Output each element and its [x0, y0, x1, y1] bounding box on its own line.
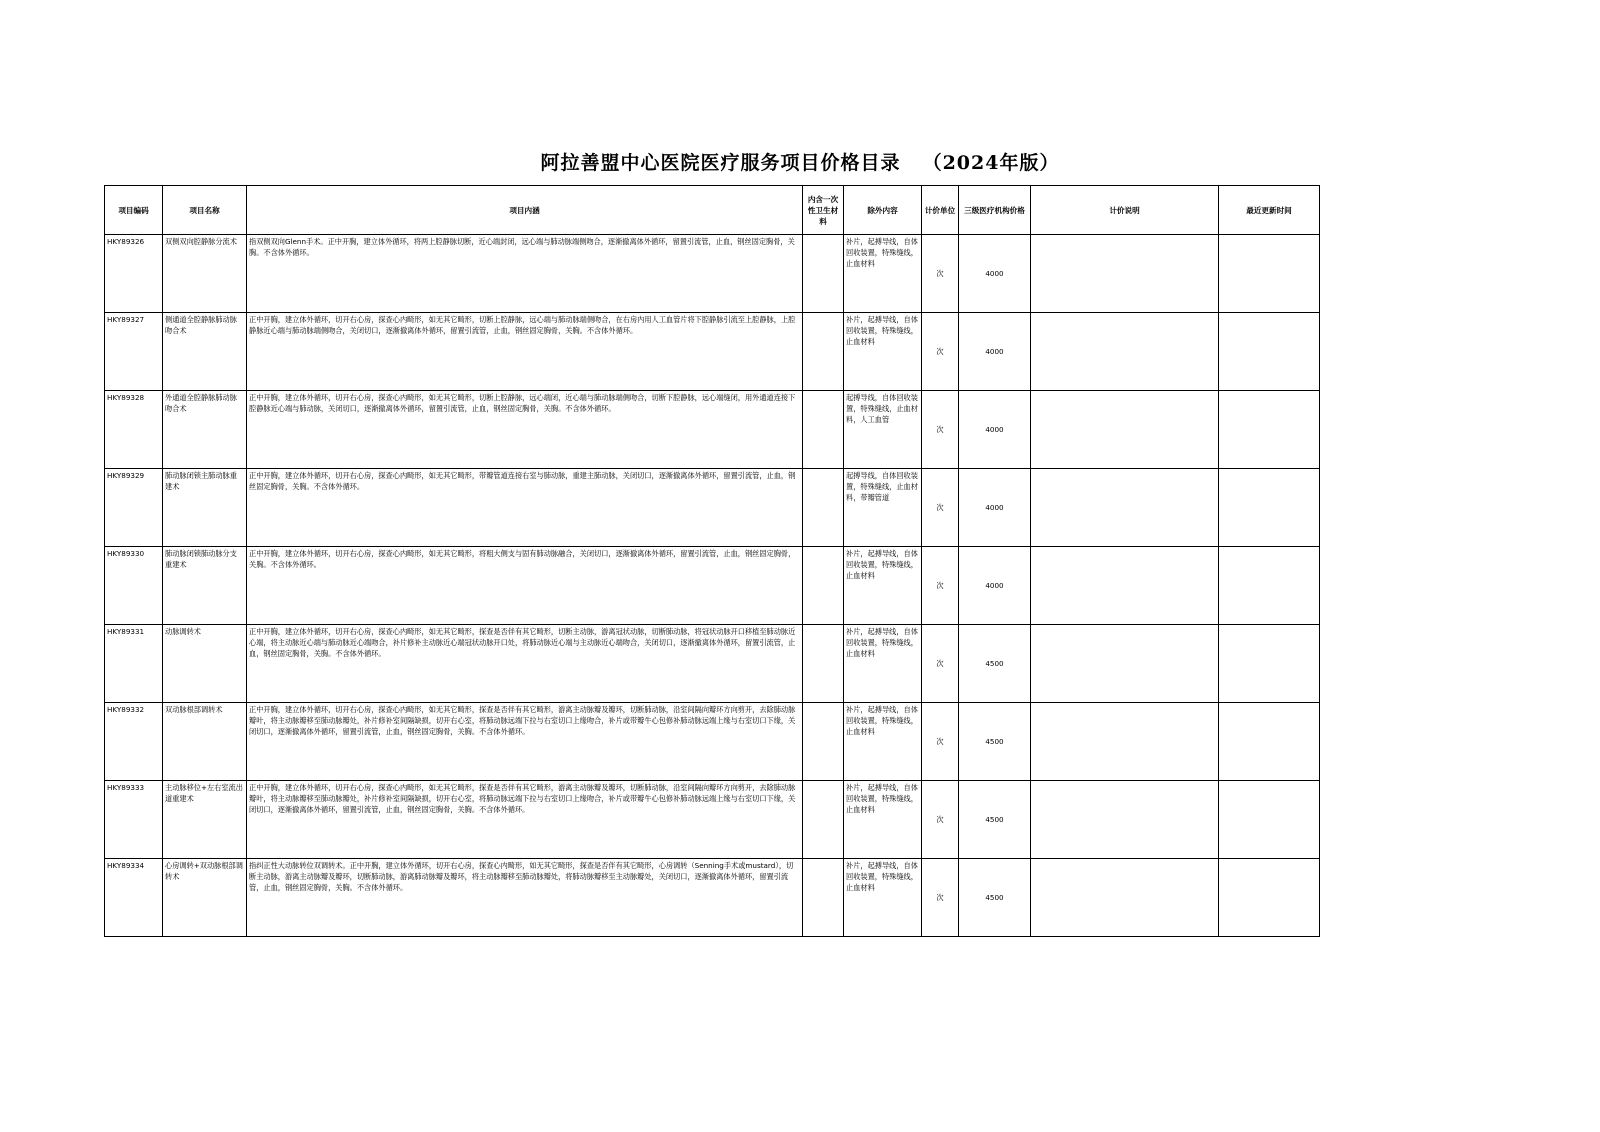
cell-unit: 次	[922, 547, 959, 625]
cell-notes	[1031, 313, 1219, 391]
cell-name: 肺动脉闭锁主肺动脉重建术	[163, 469, 247, 547]
cell-price: 4000	[959, 391, 1031, 469]
cell-exclusions: 起搏导线，自体回收装置，特殊缝线，止血材料，带瓣管道	[844, 469, 922, 547]
title-text: 阿拉善盟中心医院医疗服务项目价格目录	[540, 152, 901, 174]
cell-price: 4000	[959, 235, 1031, 313]
cell-name: 侧通道全腔静脉肺动脉吻合术	[163, 313, 247, 391]
cell-code: HKY89328	[105, 391, 163, 469]
cell-consumables	[803, 781, 844, 859]
cell-consumables	[803, 469, 844, 547]
cell-updated	[1219, 703, 1320, 781]
table-row	[105, 313, 1320, 391]
cell-content: 正中开胸，建立体外循环，切开右心房，探查心内畸形，如无其它畸形，探查是否伴有其它畸形，游离主动脉瓣及瓣环，切断肺动脉，沿室间隔向瓣环方向剪开，去除肺动脉瓣叶，将主动脉瓣移至肺动脉瓣处，补片修补室间隔缺损，切开右心室，将肺动脉远端下拉与右室切口上缘吻合，补片或带瓣牛心包修补肺动脉远端上缘与右室切口下缘，关闭切口，逐渐撤离体外循环，留置引流管，止血，钢丝固定胸骨，关胸。不含体外循环。	[247, 703, 803, 781]
cell-price: 4000	[959, 547, 1031, 625]
cell-content: 正中开胸，建立体外循环，切开右心房，探查心内畸形，如无其它畸形，探查是否伴有其它畸形，切断主动脉，游离冠状动脉，切断肺动脉，将冠状动脉开口移植至肺动脉近心端，将主动脉近心端与肺动脉近心端吻合，补片修补主动脉近心端冠状动脉开口处，将肺动脉近心端与主动脉近心端吻合，关闭切口，逐渐撤离体外循环，留置引流管，止血，钢丝固定胸骨，关胸。不含体外循环。	[247, 625, 803, 703]
cell-price: 4500	[959, 859, 1031, 937]
cell-updated	[1219, 547, 1320, 625]
cell-price: 4500	[959, 781, 1031, 859]
cell-updated	[1219, 391, 1320, 469]
table-row	[105, 235, 1320, 313]
cell-exclusions: 补片，起搏导线，自体回收装置，特殊缝线，止血材料	[844, 625, 922, 703]
cell-notes	[1031, 391, 1219, 469]
cell-unit: 次	[922, 313, 959, 391]
table-row	[105, 625, 1320, 703]
cell-code: HKY89326	[105, 235, 163, 313]
table-row	[105, 469, 1320, 547]
cell-notes	[1031, 625, 1219, 703]
table-row	[105, 781, 1320, 859]
cell-exclusions: 补片，起搏导线，自体回收装置，特殊缝线，止血材料	[844, 235, 922, 313]
page-title	[0, 148, 1600, 175]
cell-content: 正中开胸，建立体外循环，切开右心房，探查心内畸形，如无其它畸形，切断上腔静脉，远心端闭，近心端与肺动脉端侧吻合，切断下腔静脉，远心端缝闭，用外通道连接下腔静脉近心端与肺动脉，关闭切口，逐渐撤离体外循环，留置引流管，止血，钢丝固定胸骨，关胸。不含体外循环。	[247, 391, 803, 469]
header-exclusions: 除外内容	[844, 186, 922, 235]
cell-exclusions: 补片，起搏导线，自体回收装置，特殊缝线，止血材料	[844, 859, 922, 937]
cell-unit: 次	[922, 235, 959, 313]
header-code: 项目编码	[105, 186, 163, 235]
cell-consumables	[803, 391, 844, 469]
cell-content: 正中开胸，建立体外循环，切开右心房，探查心内畸形，如无其它畸形，切断上腔静脉，远心端与肺动脉端侧吻合，在右房内用人工血管片将下腔静脉引流至上腔静脉，上腔静脉近心端与肺动脉端侧吻合，关闭切口，逐渐撤离体外循环，留置引流管，止血，钢丝固定胸骨，关胸。不含体外循环。	[247, 313, 803, 391]
cell-price: 4500	[959, 703, 1031, 781]
cell-name: 双动脉根部调转术	[163, 703, 247, 781]
cell-name: 心房调转+双动脉根部调转术	[163, 859, 247, 937]
cell-name: 双侧双向腔静脉分流术	[163, 235, 247, 313]
cell-code: HKY89330	[105, 547, 163, 625]
cell-code: HKY89327	[105, 313, 163, 391]
cell-updated	[1219, 625, 1320, 703]
table-row	[105, 703, 1320, 781]
cell-unit: 次	[922, 391, 959, 469]
cell-name: 主动脉移位+左右室流出道重建术	[163, 781, 247, 859]
cell-name: 动脉调转术	[163, 625, 247, 703]
cell-consumables	[803, 235, 844, 313]
title-version: （2024年版）	[922, 152, 1060, 174]
cell-price: 4000	[959, 469, 1031, 547]
cell-code: HKY89333	[105, 781, 163, 859]
cell-code: HKY89331	[105, 625, 163, 703]
header-price: 三级医疗机构价格	[959, 186, 1031, 235]
cell-exclusions: 补片，起搏导线，自体回收装置，特殊缝线，止血材料	[844, 781, 922, 859]
table-row	[105, 859, 1320, 937]
cell-code: HKY89332	[105, 703, 163, 781]
cell-price: 4000	[959, 313, 1031, 391]
cell-code: HKY89334	[105, 859, 163, 937]
cell-name: 外通道全腔静脉肺动脉吻合术	[163, 391, 247, 469]
header-updated: 最近更新时间	[1219, 186, 1320, 235]
header-content: 项目内涵	[247, 186, 803, 235]
cell-consumables	[803, 547, 844, 625]
cell-notes	[1031, 781, 1219, 859]
cell-updated	[1219, 235, 1320, 313]
cell-unit: 次	[922, 703, 959, 781]
cell-updated	[1219, 781, 1320, 859]
cell-updated	[1219, 469, 1320, 547]
cell-notes	[1031, 235, 1219, 313]
cell-notes	[1031, 859, 1219, 937]
cell-exclusions: 起搏导线，自体回收装置，特殊缝线，止血材料，人工血管	[844, 391, 922, 469]
cell-content: 正中开胸，建立体外循环，切开右心房，探查心内畸形，如无其它畸形，探查是否伴有其它畸形，游离主动脉瓣及瓣环，切断肺动脉，沿室间隔向瓣环方向剪开，去除肺动脉瓣叶，将主动脉瓣移至肺动脉瓣处，补片修补室间隔缺损，切开右心室，将肺动脉远端下拉与右室切口上缘吻合，补片或带瓣牛心包修补肺动脉远端上缘与右室切口下缘，关闭切口，逐渐撤离体外循环，留置引流管，止血，钢丝固定胸骨，关胸。不含体外循环。	[247, 781, 803, 859]
cell-exclusions: 补片，起搏导线，自体回收装置，特殊缝线，止血材料	[844, 703, 922, 781]
cell-exclusions: 补片，起搏导线，自体回收装置，特殊缝线，止血材料	[844, 547, 922, 625]
header-row	[105, 186, 1320, 235]
cell-name: 肺动脉闭锁肺动脉分支重建术	[163, 547, 247, 625]
cell-unit: 次	[922, 781, 959, 859]
cell-unit: 次	[922, 859, 959, 937]
cell-consumables	[803, 625, 844, 703]
cell-content: 指纠正性大动脉转位双调转术。正中开胸，建立体外循环，切开右心房，探查心内畸形，如无其它畸形，探查是否伴有其它畸形，心房调转（Senning手术或mustard），切断主动脉，游离主动脉瓣及瓣环，切断肺动脉，游离肺动脉瓣及瓣环，将主动脉瓣移至肺动脉瓣处，将肺动脉瓣移至主动脉瓣处，关闭切口，逐渐撤离体外循环，留置引流管，止血，钢丝固定胸骨，关胸。不含体外循环。	[247, 859, 803, 937]
cell-code: HKY89329	[105, 469, 163, 547]
cell-unit: 次	[922, 625, 959, 703]
header-unit: 计价单位	[922, 186, 959, 235]
cell-consumables	[803, 313, 844, 391]
cell-unit: 次	[922, 469, 959, 547]
cell-content: 正中开胸，建立体外循环，切开右心房，探查心内畸形，如无其它畸形，带瓣管道连接右室与肺动脉，重建主肺动脉，关闭切口，逐渐撤离体外循环，留置引流管，止血，钢丝固定胸骨，关胸。不含体外循环。	[247, 469, 803, 547]
cell-notes	[1031, 547, 1219, 625]
header-name: 项目名称	[163, 186, 247, 235]
cell-consumables	[803, 859, 844, 937]
cell-notes	[1031, 703, 1219, 781]
header-notes: 计价说明	[1031, 186, 1219, 235]
cell-content: 指双侧双向Glenn手术。正中开胸，建立体外循环，将两上腔静脉切断，近心端封闭，远心端与肺动脉端侧吻合，逐渐撤离体外循环，留置引流管，止血，钢丝固定胸骨，关胸。不含体外循环。	[247, 235, 803, 313]
table-row	[105, 391, 1320, 469]
cell-exclusions: 补片，起搏导线，自体回收装置，特殊缝线，止血材料	[844, 313, 922, 391]
cell-consumables	[803, 703, 844, 781]
cell-notes	[1031, 469, 1219, 547]
table-row	[105, 547, 1320, 625]
cell-content: 正中开胸，建立体外循环，切开右心房，探查心内畸形，如无其它畸形，将粗大侧支与固有肺动脉融合，关闭切口，逐渐撤离体外循环，留置引流管，止血，钢丝固定胸骨，关胸。不含体外循环。	[247, 547, 803, 625]
cell-updated	[1219, 313, 1320, 391]
header-consumables: 内含一次性卫生材料	[803, 186, 844, 235]
price-table	[104, 185, 1320, 937]
cell-price: 4500	[959, 625, 1031, 703]
cell-updated	[1219, 859, 1320, 937]
